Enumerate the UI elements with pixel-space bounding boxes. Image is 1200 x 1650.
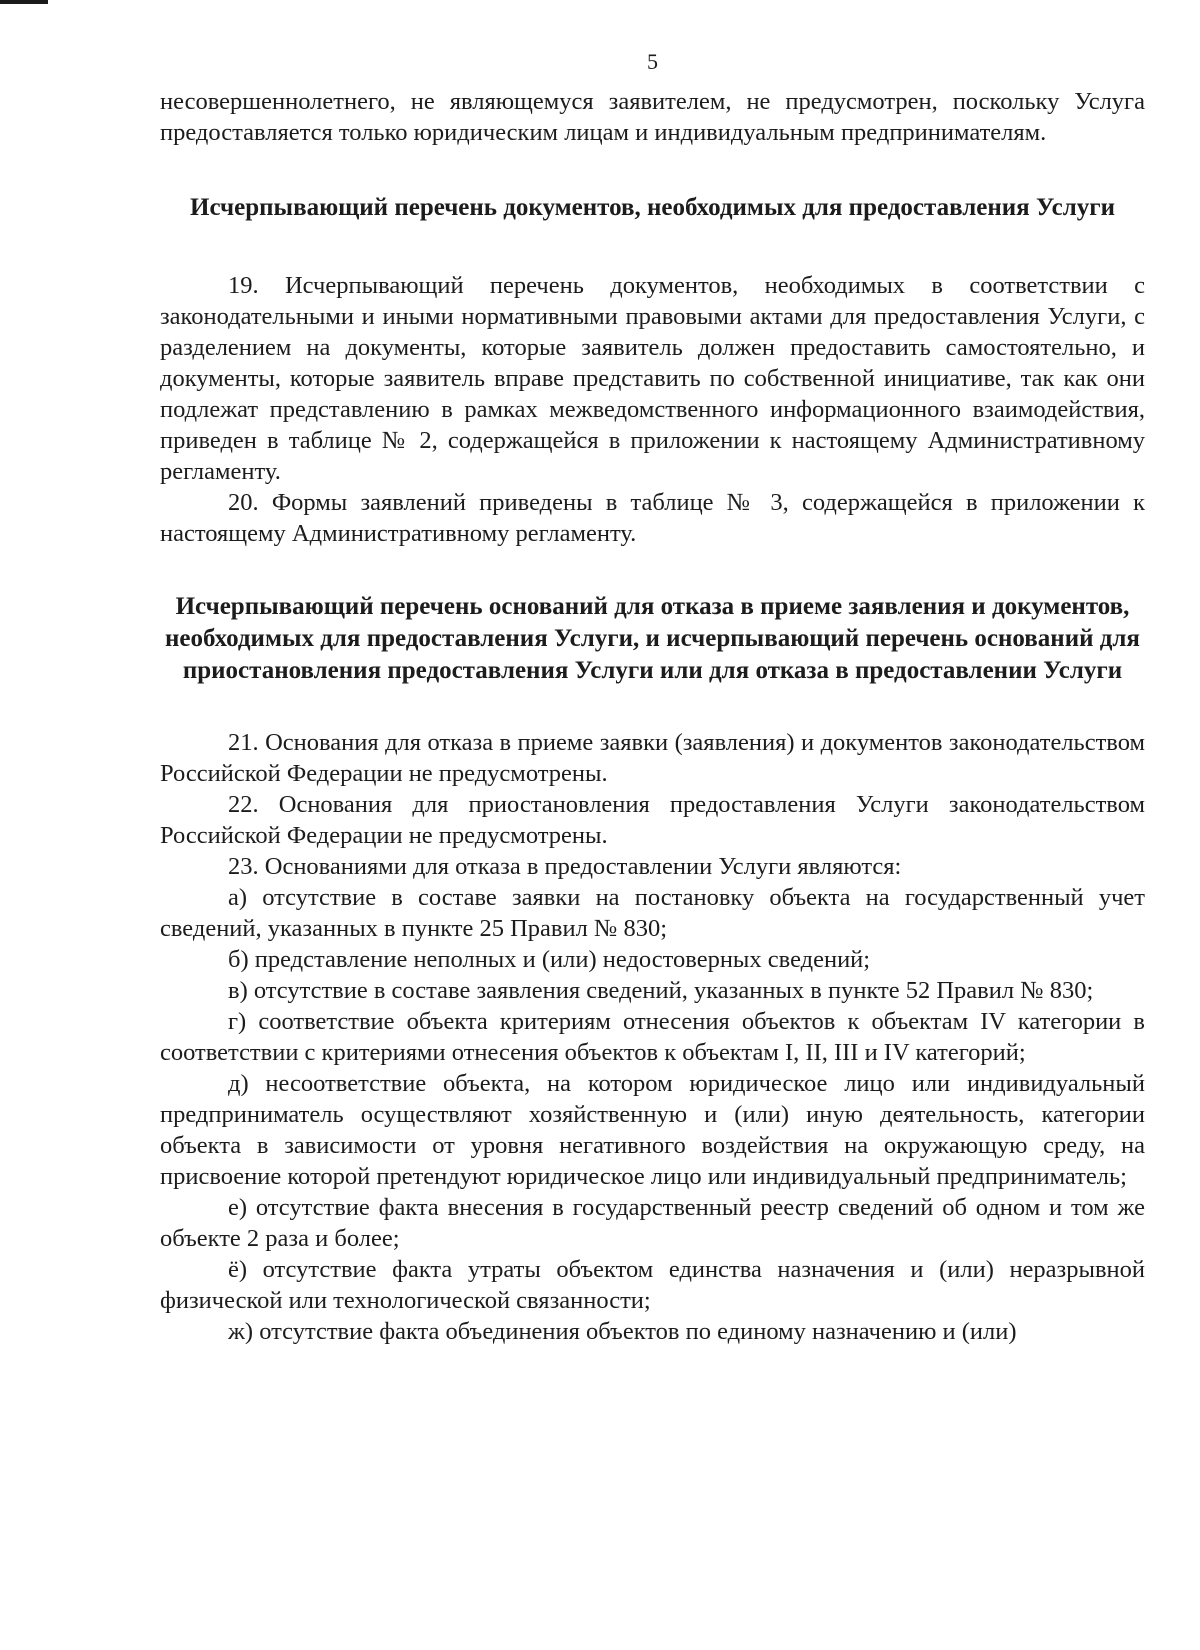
paragraph-20: 20. Формы заявлений приведены в таблице № 3, содержащейся в приложении к настоящему Административному регламенту. [160, 489, 1145, 547]
list-item-e: е) отсутствие факта внесения в государственный реестр сведений об одном и том же объекте 2 раза и более; [160, 1194, 1145, 1252]
paragraph-22: 22. Основания для приостановления предоставления Услуги законодательством Российской Федерации не предусмотрены. [160, 791, 1145, 849]
paragraph-19: 19. Исчерпывающий перечень документов, необходимых в соответствии с законодательными и иными нормативными правовыми актами для предоставления Услуги, с разделением на документы, которые заявитель должен предоставить самостоятельно, и документы, которые заявитель вправе представить по собственной инициативе, так как они подлежат представлению в рамках межведомственного информационного взаимодействия, приведен в таблице № 2, содержащейся в приложении к настоящему Административному регламенту. [160, 272, 1145, 485]
list-item-b: б) представление неполных и (или) недостоверных сведений; [228, 946, 871, 973]
scan-corner-mark [0, 0, 48, 4]
section-heading-documents: Исчерпывающий перечень документов, необходимых для предоставления Услуги [190, 194, 1115, 221]
page-number: 5 [647, 49, 658, 74]
list-item-g: г) соответствие объекта критериям отнесения объектов к объектам IV категории в соответствии с критериями отнесения объектов к объектам I, II, III и IV категорий; [160, 1008, 1145, 1066]
list-item-v: в) отсутствие в составе заявления сведений, указанных в пункте 52 Правил № 830; [228, 977, 1094, 1004]
section-heading-refusal-grounds: Исчерпывающий перечень оснований для отказа в приеме заявления и документов, необходимых для предоставления Услуги, и исчерпывающий перечень оснований для приостановления предоставления Услуги или для отказа в предоставлении Услуги [165, 593, 1140, 684]
list-item-a: а) отсутствие в составе заявки на постановку объекта на государственный учет сведений, указанных в пункте 25 Правил № 830; [160, 884, 1145, 942]
list-item-yo: ё) отсутствие факта утраты объектом единства назначения и (или) неразрывной физической или технологической связанности; [160, 1256, 1145, 1314]
intro-paragraph: несовершеннолетнего, не являющемуся заявителем, не предусмотрен, поскольку Услуга предоставляется только юридическим лицам и индивидуальным предпринимателям. [160, 88, 1145, 146]
document-page [160, 48, 1145, 1347]
paragraph-23: 23. Основаниями для отказа в предоставлении Услуги являются: [228, 853, 902, 880]
paragraph-21: 21. Основания для отказа в приеме заявки (заявления) и документов законодательством Российской Федерации не предусмотрены. [160, 729, 1145, 787]
list-item-zh: ж) отсутствие факта объединения объектов по единому назначению и (или) [228, 1318, 1017, 1345]
list-item-d: д) несоответствие объекта, на котором юридическое лицо или индивидуальный предприниматель осуществляют хозяйственную и (или) иную деятельность, категории объекта в зависимости от уровня негативного воздействия на окружающую среду, на присвоение которой претендуют юридическое лицо или индивидуальный предприниматель; [160, 1070, 1145, 1190]
